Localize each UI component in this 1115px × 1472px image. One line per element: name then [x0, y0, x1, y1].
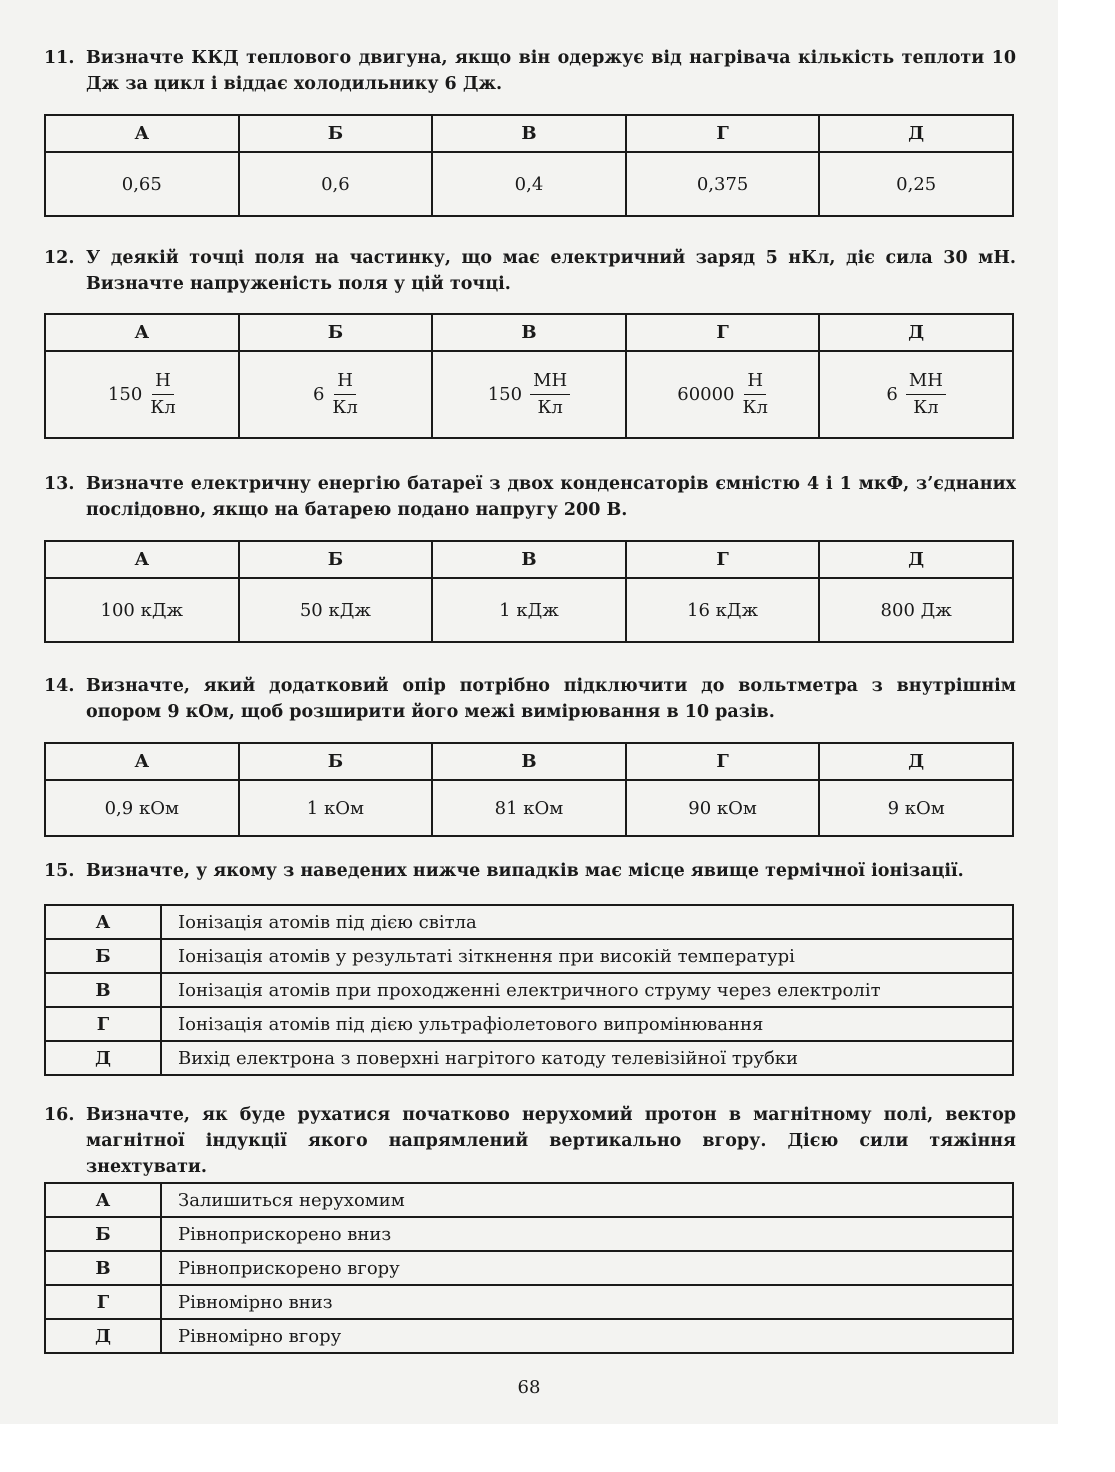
option-value: 9 кОм — [819, 780, 1013, 836]
option-letter: Д — [819, 314, 1013, 351]
option-row — [45, 1183, 1013, 1217]
option-text: Іонізація атомів під дією світла — [161, 905, 1013, 939]
unit-denominator: Кл — [537, 397, 563, 418]
option-value: 0,6 — [239, 152, 433, 216]
answer-list-15 — [44, 904, 1014, 1076]
option-letter: Д — [45, 1319, 161, 1353]
option-letter: В — [432, 115, 626, 152]
option-letter: Б — [239, 541, 433, 578]
unit-fraction — [906, 370, 946, 419]
option-letter: А — [45, 743, 239, 780]
option-letter: Г — [626, 314, 820, 351]
unit-numerator: Н — [744, 370, 766, 395]
question-body: Визначте ККД теплового двигуна, якщо він одержує від нагрівача кількість теплоти 10 Дж за цикл і віддає холодильнику 6 Дж. — [86, 48, 1016, 94]
option-text: Залишиться нерухомим — [161, 1183, 1013, 1217]
option-number: 150 — [487, 384, 523, 405]
option-letter: Б — [239, 314, 433, 351]
unit-denominator: Кл — [150, 397, 176, 418]
answer-table-12 — [44, 313, 1014, 439]
option-letter: А — [45, 1183, 161, 1217]
question-number: 15. — [44, 861, 75, 881]
option-letter: А — [45, 115, 239, 152]
question-body: Визначте, який додатковий опір потрібно підключити до вольтметра з внутрішнім опором 9 кОм, щоб розширити його межі вимірювання в 10 разів. — [86, 676, 1016, 722]
question-16 — [44, 1102, 1016, 1180]
option-value: 81 кОм — [432, 780, 626, 836]
question-14 — [44, 673, 1016, 725]
option-text: Іонізація атомів при проходженні електричного струму через електроліт — [161, 973, 1013, 1007]
question-text — [44, 245, 1016, 297]
unit-numerator: МН — [906, 370, 946, 395]
unit-denominator: Кл — [742, 397, 768, 418]
question-text — [44, 858, 1016, 884]
option-value: 50 кДж — [239, 578, 433, 642]
unit-numerator: МН — [530, 370, 570, 395]
option-text: Іонізація атомів під дією ультрафіолетового випромінювання — [161, 1007, 1013, 1041]
question-text — [44, 673, 1016, 725]
option-letter: А — [45, 541, 239, 578]
question-body: Визначте електричну енергію батареї з двох конденсаторів ємністю 4 і 1 мкФ, з’єднаних послідовно, якщо на батарею подано напругу 200 В. — [86, 474, 1016, 520]
option-letter: Г — [45, 1285, 161, 1319]
unit-fraction — [530, 370, 570, 419]
option-number: 6 — [886, 384, 898, 405]
answer-list-16 — [44, 1182, 1014, 1354]
unit-fraction — [743, 370, 768, 419]
page-number: 68 — [517, 1377, 541, 1398]
option-row — [45, 1217, 1013, 1251]
unit-denominator: Кл — [913, 397, 939, 418]
option-value — [626, 351, 820, 438]
option-text: Вихід електрона з поверхні нагрітого катоду телевізійної трубки — [161, 1041, 1013, 1075]
option-letter: В — [45, 1251, 161, 1285]
option-letter: В — [432, 541, 626, 578]
option-row — [45, 973, 1013, 1007]
option-value: 1 кОм — [239, 780, 433, 836]
question-text — [44, 1102, 1016, 1180]
option-letter: В — [45, 973, 161, 1007]
option-letter: Г — [626, 743, 820, 780]
option-text: Рівноприскорено вниз — [161, 1217, 1013, 1251]
unit-numerator: Н — [152, 370, 174, 395]
question-11 — [44, 45, 1016, 97]
answer-table-14 — [44, 742, 1014, 837]
option-letter: Б — [239, 743, 433, 780]
option-letter: Д — [45, 1041, 161, 1075]
option-letter: Г — [626, 541, 820, 578]
question-12 — [44, 245, 1016, 297]
unit-numerator: Н — [334, 370, 356, 395]
question-number: 16. — [44, 1105, 75, 1125]
option-value: 1 кДж — [432, 578, 626, 642]
question-13 — [44, 471, 1016, 523]
option-value — [45, 351, 239, 438]
option-row — [45, 1041, 1013, 1075]
option-row — [45, 1251, 1013, 1285]
question-body: Визначте, у якому з наведених нижче випадків має місце явище термічної іонізації. — [86, 861, 964, 881]
option-row — [45, 1319, 1013, 1353]
option-value: 90 кОм — [626, 780, 820, 836]
option-value — [239, 351, 433, 438]
option-value — [819, 351, 1013, 438]
question-number: 14. — [44, 676, 75, 696]
option-letter: Б — [45, 1217, 161, 1251]
option-value: 100 кДж — [45, 578, 239, 642]
option-letter: Д — [819, 743, 1013, 780]
question-text — [44, 471, 1016, 523]
unit-denominator: Кл — [332, 397, 358, 418]
question-number: 11. — [44, 48, 75, 68]
answer-table-11 — [44, 114, 1014, 217]
option-letter: В — [432, 314, 626, 351]
unit-fraction — [332, 370, 357, 419]
option-letter: Г — [626, 115, 820, 152]
option-letter: А — [45, 314, 239, 351]
option-number: 6 — [312, 384, 325, 405]
option-row — [45, 905, 1013, 939]
option-text: Рівномірно вниз — [161, 1285, 1013, 1319]
option-letter: Г — [45, 1007, 161, 1041]
question-number: 12. — [44, 248, 75, 268]
option-number: 60000 — [677, 384, 735, 405]
option-text: Іонізація атомів у результаті зіткнення при високій температурі — [161, 939, 1013, 973]
option-letter: В — [432, 743, 626, 780]
answer-table-13 — [44, 540, 1014, 643]
option-value: 800 Дж — [819, 578, 1013, 642]
option-row — [45, 1007, 1013, 1041]
option-value: 0,25 — [819, 152, 1013, 216]
option-letter: Д — [819, 541, 1013, 578]
option-letter: Б — [45, 939, 161, 973]
option-row — [45, 1285, 1013, 1319]
option-number: 150 — [107, 384, 143, 405]
option-value: 0,375 — [626, 152, 820, 216]
option-letter: Д — [819, 115, 1013, 152]
question-body: Визначте, як буде рухатися початково нерухомий протон в магнітному полі, вектор магнітної індукції якого напрямлений вертикально вгору. Дією сили тяжіння знехтувати. — [86, 1105, 1016, 1177]
option-value: 0,4 — [432, 152, 626, 216]
option-value — [432, 351, 626, 438]
option-row — [45, 939, 1013, 973]
option-value: 0,65 — [45, 152, 239, 216]
option-value: 0,9 кОм — [45, 780, 239, 836]
question-text — [44, 45, 1016, 97]
option-text: Рівноприскорено вгору — [161, 1251, 1013, 1285]
unit-fraction — [150, 370, 175, 419]
option-letter: Б — [239, 115, 433, 152]
question-number: 13. — [44, 474, 75, 494]
option-text: Рівномірно вгору — [161, 1319, 1013, 1353]
option-letter: А — [45, 905, 161, 939]
question-15 — [44, 858, 1016, 884]
question-body: У деякій точці поля на частинку, що має електричний заряд 5 нКл, діє сила 30 мН. Визначте напруженість поля у цій точці. — [86, 248, 1016, 294]
option-value: 16 кДж — [626, 578, 820, 642]
